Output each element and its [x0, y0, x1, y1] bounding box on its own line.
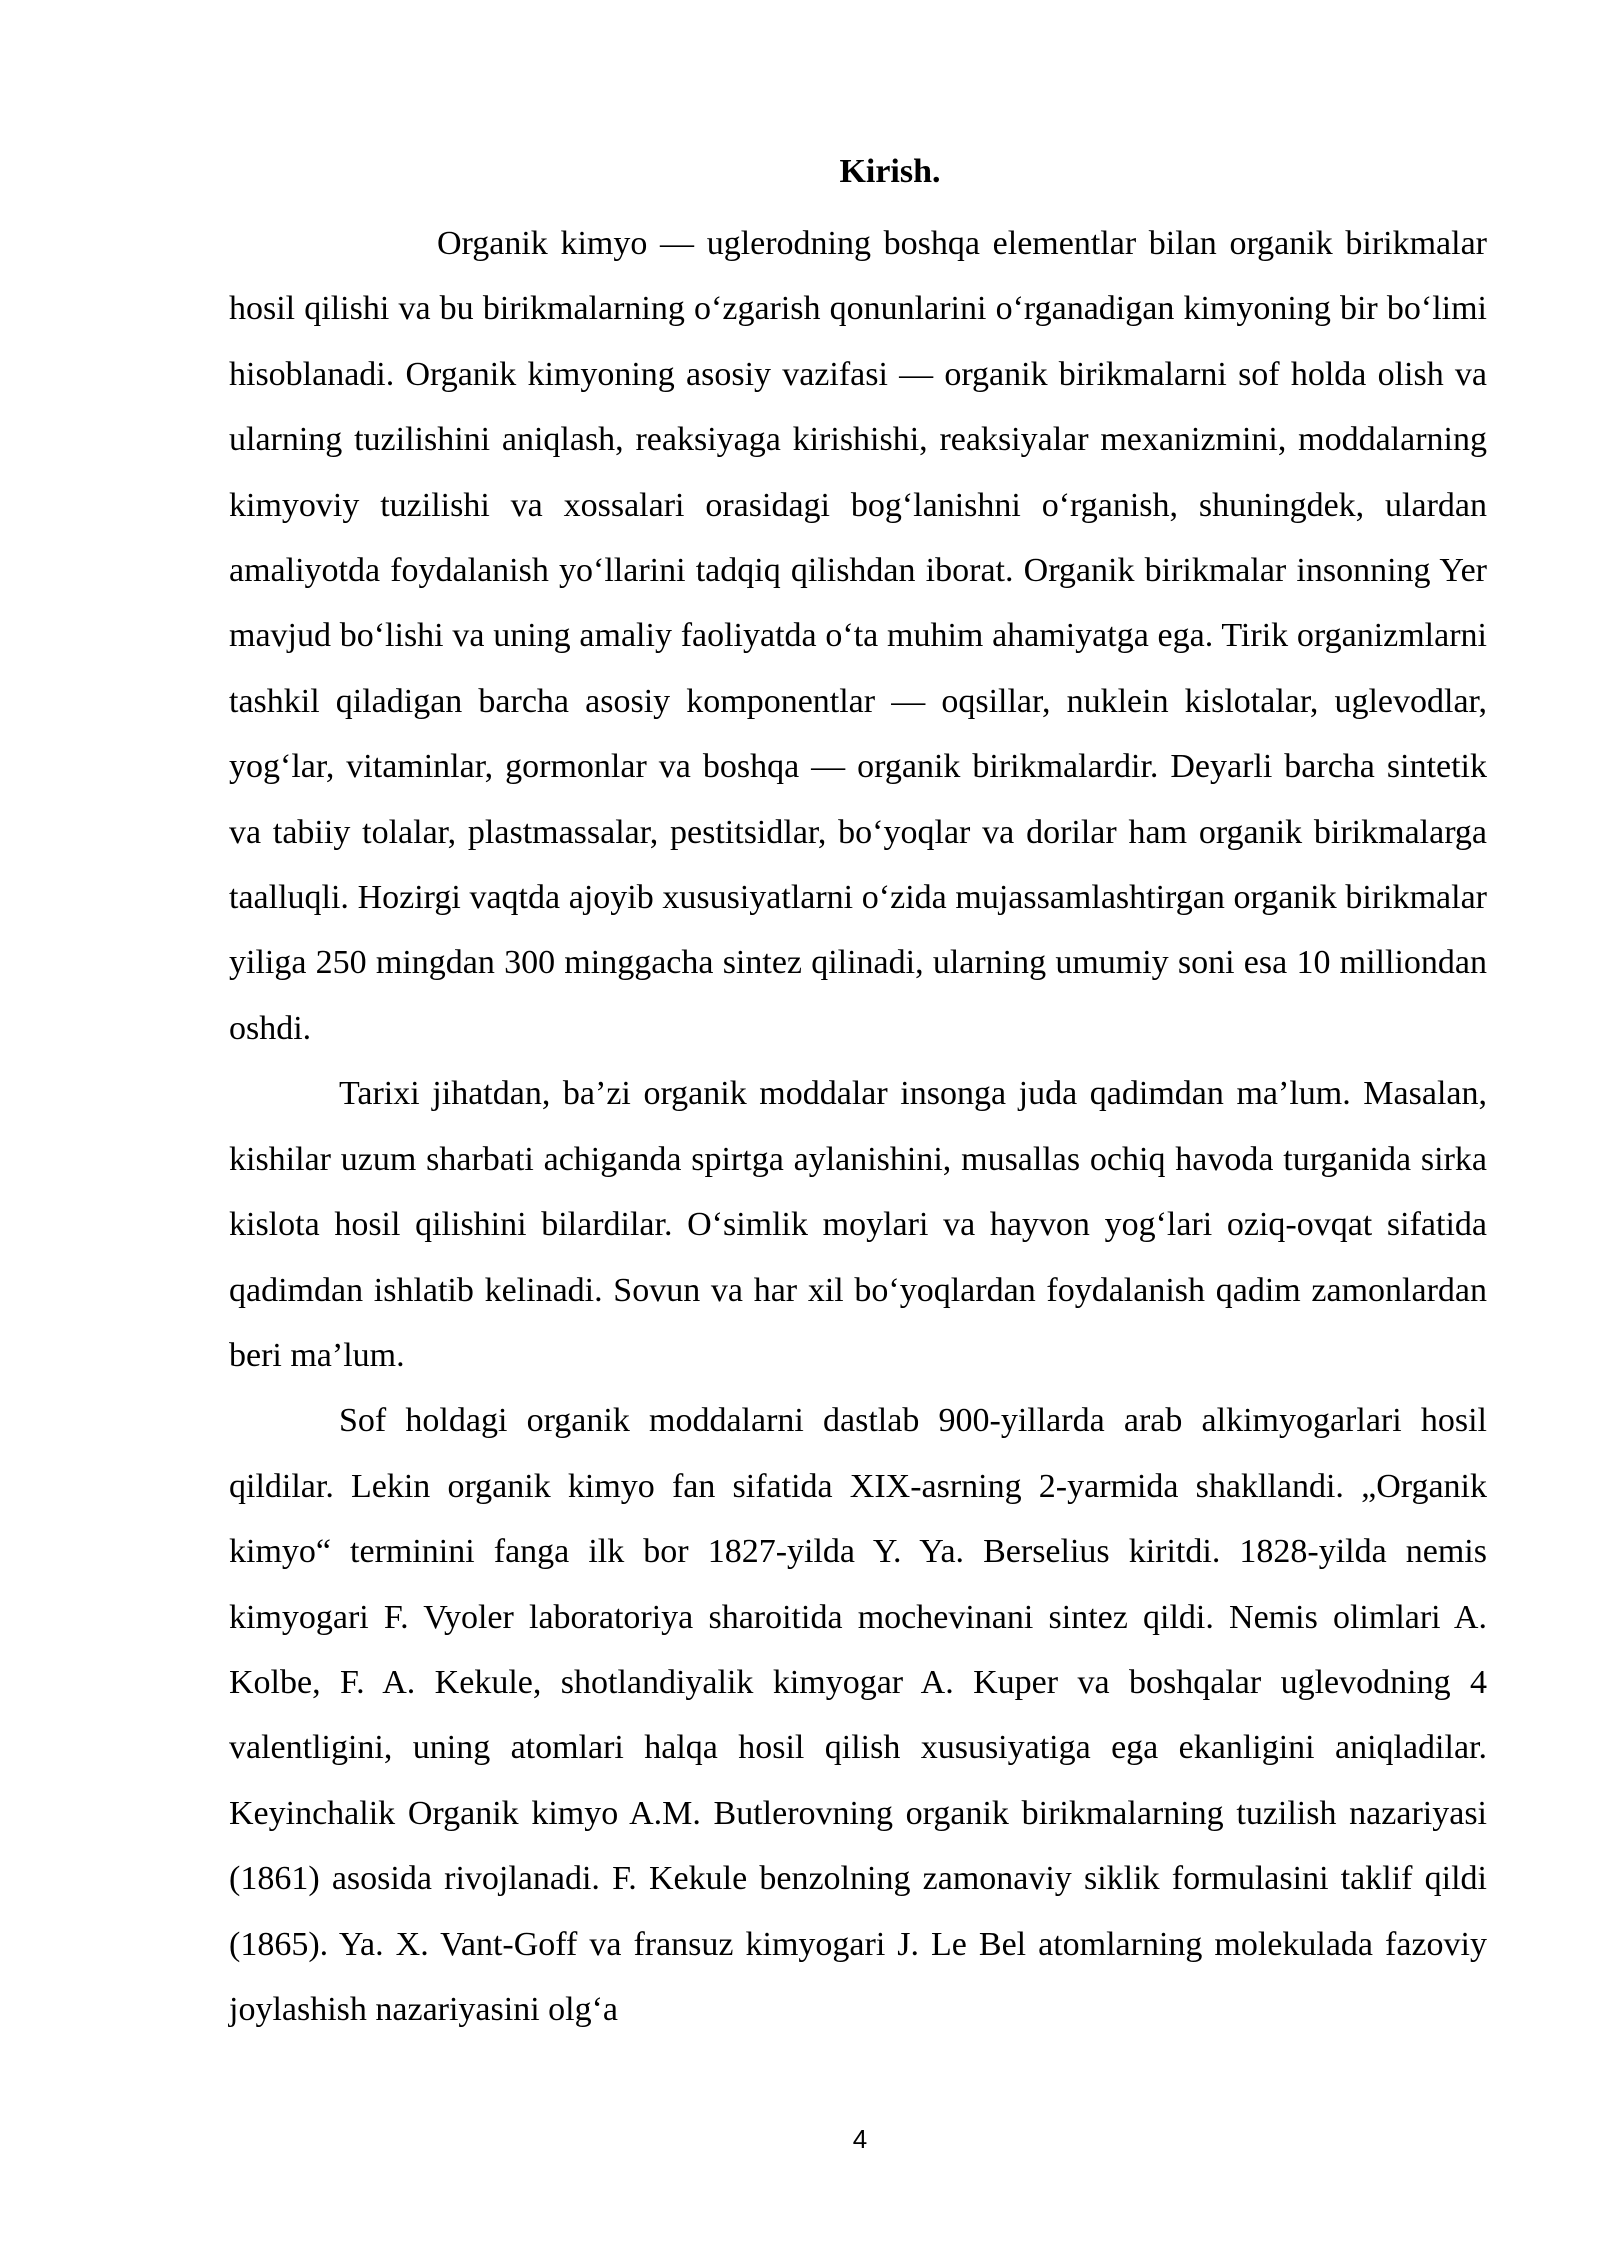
document-body [229, 211, 1487, 2042]
page-title: Kirish. [839, 153, 941, 190]
paragraph-history: Tarixi jihatdan, ba’zi organik moddalar insonga juda qadimdan ma’lum. Masalan, kishilar uzum sharbati achiganda spirtga aylanishini, musallas ochiq havoda turganida sirka kislota hosil qilishini bilardilar. Oʻsimlik moylari va hayvon yogʻlari oziq-ovqat sifatida qadimdan ishlatib kelinadi. Sovun va har xil boʻyoqlardan foydalanish qadim zamonlardan beri ma’lum. [229, 1075, 1487, 1374]
paragraph-intro: Organik kimyo — uglerodning boshqa elementlar bilan organik birikmalar hosil qilishi va bu birikmalarning oʻzgarish qonunlarini oʻrganadigan kimyoning bir boʻlimi hisoblanadi. Organik kimyoning asosiy vazifasi — organik birikmalarni sof holda olish va ularning tuzilishini aniqlash, reaksiyaga kirishishi, reaksiyalar mexanizmini, moddalarning kimyoviy tuzilishi va xossalari orasidagi bogʻlanishni oʻrganish, shuningdek, ulardan amaliyotda foydalanish yoʻllarini tadqiq qilishdan iborat. Organik birikmalar insonning Yer mavjud boʻlishi va uning amaliy faoliyatda oʻta muhim ahamiyatga ega. Tirik organizmlarni tashkil qiladigan barcha asosiy komponentlar — oqsillar, nuklein kislotalar, uglevodlar, yogʻlar, vitaminlar, gormonlar va boshqa — organik birikmalardir. Deyarli barcha sintetik va tabiiy tolalar, plastmassalar, pestitsidlar, boʻyoqlar va dorilar ham organik birikmalarga taalluqli. Hozirgi vaqtda ajoyib xususiyatlarni oʻzida mujassamlashtirgan organik birikmalar yiliga 250 mingdan 300 minggacha sintez qilinadi, ularning umumiy soni esa 10 milliondan oshdi. [229, 225, 1487, 1047]
page-number: 4 [852, 2124, 868, 2154]
paragraph-development: Sof holdagi organik moddalarni dastlab 900-yillarda arab alkimyogarlari hosil qildilar. Lekin organik kimyo fan sifatida XIX-asrning 2-yarmida shakllandi. „Organik kimyo“ terminini fanga ilk bor 1827-yilda Y. Ya. Berselius kiritdi. 1828-yilda nemis kimyogari F. Vyoler laboratoriya sharoitida mochevinani sintez qildi. Nemis olimlari A. Kolbe, F. A. Kekule, shotlandiyalik kimyogar A. Kuper va boshqalar uglevodning 4 valentligini, uning atomlari halqa hosil qilish xususiyatiga ega ekanligini aniqladilar. Keyinchalik Organik kimyo A.M. Butlerovning organik birikmalarning tuzilish nazariyasi (1861) asosida rivojlanadi. F. Kekule benzolning zamonaviy siklik formulasini taklif qildi (1865). Ya. X. Vant-Goff va fransuz kimyogari J. Le Bel atomlarning molekulada fazoviy joylashish nazariyasini olgʻa [229, 1402, 1487, 2028]
